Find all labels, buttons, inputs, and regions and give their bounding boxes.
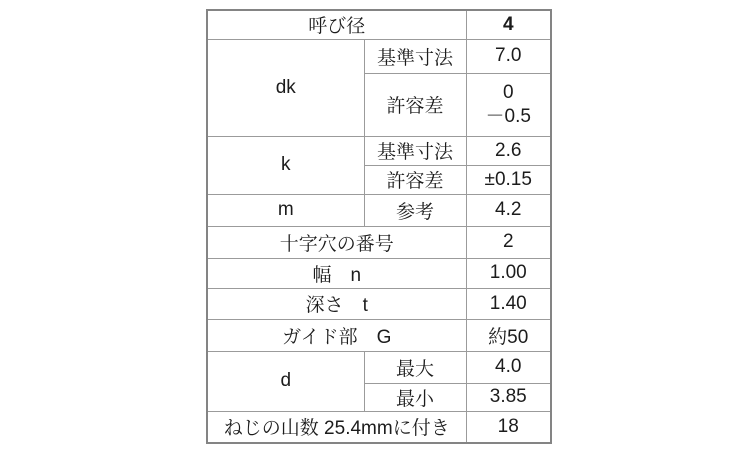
- dk-basic-dimension-value: 7.0: [466, 39, 551, 73]
- nominal-diameter-label: 呼び径: [207, 10, 466, 39]
- d-max-label: 最大: [364, 351, 466, 383]
- width-n-value: 1.00: [466, 258, 551, 288]
- guide-g-value: 約50: [466, 319, 551, 351]
- table-row: [207, 226, 551, 258]
- k-tolerance-label: 許容差: [364, 165, 466, 194]
- table-row: [207, 319, 551, 351]
- d-label: d: [207, 351, 364, 411]
- dk-label: dk: [207, 39, 364, 136]
- dk-tolerance-value: [466, 73, 551, 136]
- d-min-label: 最小: [364, 383, 466, 411]
- nominal-diameter-value: 4: [466, 10, 551, 39]
- table-row: [207, 194, 551, 226]
- dk-tolerance-lower: －0.5: [485, 105, 531, 127]
- k-tolerance-value: ±0.15: [466, 165, 551, 194]
- table-row: [207, 288, 551, 319]
- table-row: [207, 411, 551, 443]
- depth-t-label: 深さ t: [207, 288, 466, 319]
- k-label: k: [207, 136, 364, 194]
- table-row: [207, 258, 551, 288]
- table-row: [207, 10, 551, 39]
- dk-tolerance-label: 許容差: [364, 73, 466, 136]
- m-reference-label: 参考: [364, 194, 466, 226]
- dk-basic-dimension-label: 基準寸法: [364, 39, 466, 73]
- cross-recess-no-label: 十字穴の番号: [207, 226, 466, 258]
- d-min-value: 3.85: [466, 383, 551, 411]
- m-label: m: [207, 194, 364, 226]
- k-basic-dimension-label: 基準寸法: [364, 136, 466, 165]
- screw-spec-table: [206, 9, 552, 444]
- table-row: [207, 351, 551, 383]
- dk-tolerance-upper: 0: [502, 81, 514, 103]
- table-row: [207, 136, 551, 165]
- width-n-label: 幅 n: [207, 258, 466, 288]
- table-row: [207, 39, 551, 73]
- threads-per-25-4mm-label: ねじの山数 25.4mmに付き: [207, 411, 466, 443]
- cross-recess-no-value: 2: [466, 226, 551, 258]
- threads-per-25-4mm-value: 18: [466, 411, 551, 443]
- k-basic-dimension-value: 2.6: [466, 136, 551, 165]
- d-max-value: 4.0: [466, 351, 551, 383]
- m-reference-value: 4.2: [466, 194, 551, 226]
- guide-g-label: ガイド部 G: [207, 319, 466, 351]
- depth-t-value: 1.40: [466, 288, 551, 319]
